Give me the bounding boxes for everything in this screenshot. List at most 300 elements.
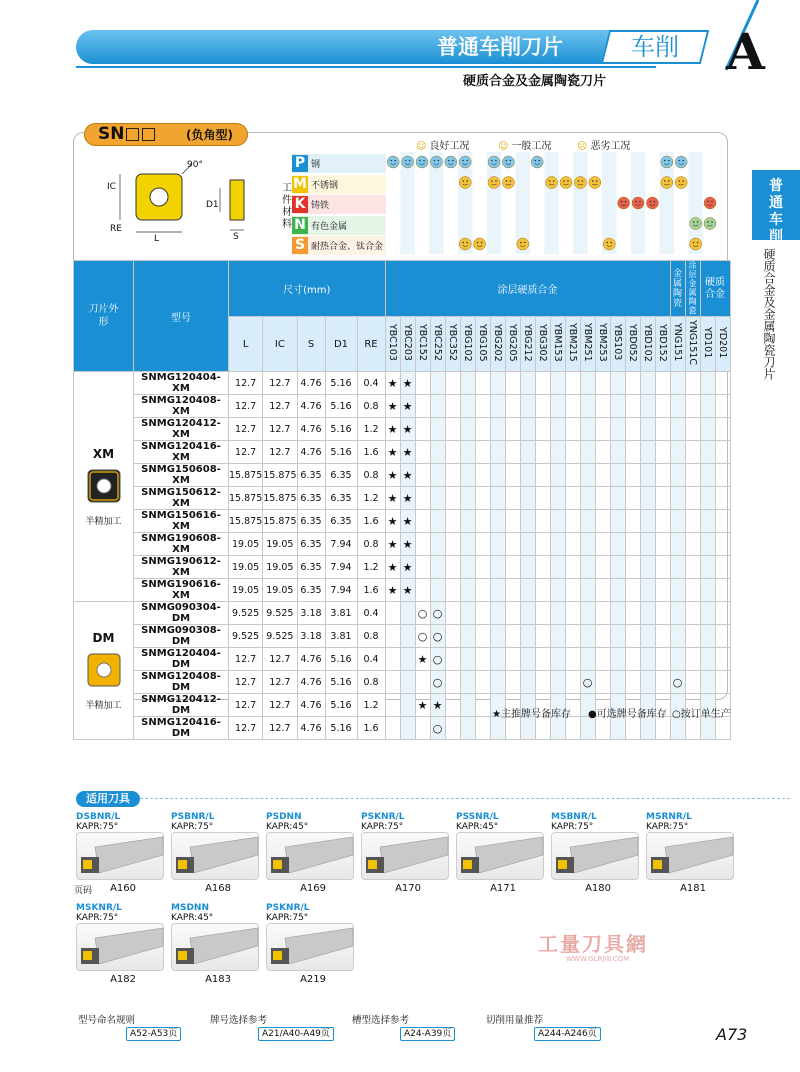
dim-cell-d1: 5.16 (325, 441, 357, 464)
tool-holder-icon (171, 923, 259, 971)
grade-cell (655, 556, 670, 579)
diagram-re: RE (110, 224, 122, 234)
grade-cell (460, 579, 475, 602)
tool-page[interactable]: A168 (205, 883, 231, 894)
grade-cell (415, 441, 430, 464)
grade-cell (640, 648, 655, 671)
tool-holder-icon (361, 832, 449, 880)
grade-cell (445, 579, 460, 602)
grade-cell (475, 395, 490, 418)
grade-cell: ★ (400, 441, 415, 464)
grade-cell: ★ (415, 694, 430, 717)
grade-header: YBC203 (400, 317, 415, 372)
grade-cell (475, 694, 490, 717)
grade-cell: ★ (400, 510, 415, 533)
tools-heading: 适用刀具 (76, 791, 140, 807)
ref-page-link[interactable]: A244-A246页 (534, 1027, 601, 1041)
grade-cell (445, 717, 460, 740)
grade-cell (610, 648, 625, 671)
header-coated: 涂层硬质合金 (385, 261, 670, 317)
grade-cell (655, 395, 670, 418)
page-title: 普通车削刀片 (437, 35, 563, 59)
tool-card[interactable] (266, 812, 354, 894)
insert-photo-icon (85, 651, 123, 689)
dim-cell-d1: 5.16 (325, 418, 357, 441)
tool-card[interactable] (266, 903, 354, 985)
grade-cell (490, 671, 505, 694)
ref-label: 牌号选择参考 (210, 1015, 268, 1026)
grade-cell (715, 556, 730, 579)
grade-cell: ○ (415, 602, 430, 625)
grade-cell: ★ (385, 464, 400, 487)
dim-cell-s: 4.76 (297, 372, 325, 395)
tool-code: DSBNR/L (76, 812, 121, 822)
table-row (74, 625, 731, 648)
grade-cell (625, 372, 640, 395)
grade-cell (565, 418, 580, 441)
grade-cell (505, 464, 520, 487)
tool-code: PSBNR/L (171, 812, 215, 822)
grade-cell (475, 372, 490, 395)
grade-cell (415, 556, 430, 579)
grade-cell (640, 510, 655, 533)
grade-cell (685, 625, 700, 648)
grade-cell (490, 579, 505, 602)
grade-cell (430, 533, 445, 556)
tool-page[interactable]: A219 (300, 974, 326, 985)
grade-table (73, 260, 731, 740)
grade-cell (685, 579, 700, 602)
tool-holder-icon (646, 832, 734, 880)
grade-cell: ★ (400, 372, 415, 395)
grade-header: YBC352 (445, 317, 460, 372)
grade-cell (685, 671, 700, 694)
grade-cell (580, 395, 595, 418)
grade-header: YBS103 (610, 317, 625, 372)
grade-cell (670, 556, 685, 579)
grade-cell (625, 671, 640, 694)
grade-cell (670, 418, 685, 441)
grade-cell (595, 533, 610, 556)
grade-cell (700, 464, 715, 487)
header-dims: 尺寸(mm) (229, 261, 386, 317)
grade-cell (445, 395, 460, 418)
dim-cell-re: 1.6 (357, 441, 385, 464)
dim-cell-ic: 9.525 (263, 625, 297, 648)
grade-header: YNG151C (685, 317, 700, 372)
material-name: 耐热合金、钛合金 (311, 242, 384, 252)
dim-cell-d1: 7.94 (325, 556, 357, 579)
grade-cell (385, 625, 400, 648)
grade-cell (460, 487, 475, 510)
ref-page-link[interactable]: A24-A39页 (400, 1027, 455, 1041)
grade-cell (580, 487, 595, 510)
tool-card[interactable] (551, 812, 639, 894)
tool-page[interactable]: A160 (110, 883, 136, 894)
grade-cell (550, 487, 565, 510)
dim-cell-d1: 6.35 (325, 487, 357, 510)
tool-page[interactable]: A170 (395, 883, 421, 894)
grade-cell (385, 717, 400, 740)
grade-cell (655, 487, 670, 510)
grade-cell (715, 579, 730, 602)
grade-cell (565, 441, 580, 464)
grade-cell (595, 395, 610, 418)
tool-kapr: KAPR:75° (361, 822, 404, 832)
grade-cell (520, 395, 535, 418)
grade-cell (400, 694, 415, 717)
grade-cell (625, 464, 640, 487)
grade-cell (580, 556, 595, 579)
dim-cell-s: 3.18 (297, 625, 325, 648)
dim-header-l: L (229, 317, 263, 372)
grade-cell (640, 418, 655, 441)
shape-cell (74, 372, 134, 602)
grade-cell (535, 464, 550, 487)
dim-cell-d1: 6.35 (325, 510, 357, 533)
grade-cell (580, 510, 595, 533)
model-cell: SNMG120404-XM (134, 372, 229, 395)
grade-cell (505, 418, 520, 441)
model-cell: SNMG190608-XM (134, 533, 229, 556)
grade-cell (535, 671, 550, 694)
grade-cell (580, 648, 595, 671)
grade-cell (610, 418, 625, 441)
grade-cell (700, 441, 715, 464)
grade-cell (535, 625, 550, 648)
grade-cell (715, 395, 730, 418)
grade-cell (655, 648, 670, 671)
tool-kapr: KAPR:75° (76, 913, 119, 923)
grade-cell (715, 372, 730, 395)
grade-cell (640, 602, 655, 625)
grade-cell (655, 602, 670, 625)
grade-cell: ○ (430, 671, 445, 694)
diagram-s: S (233, 232, 239, 242)
grade-cell (715, 671, 730, 694)
grade-cell (670, 648, 685, 671)
grade-cell (490, 602, 505, 625)
grade-cell (625, 579, 640, 602)
dim-cell-l: 15.875 (229, 487, 263, 510)
dim-cell-s: 6.35 (297, 533, 325, 556)
grade-cell (475, 625, 490, 648)
tool-holder-icon (551, 832, 639, 880)
grade-cell (445, 441, 460, 464)
bad-face-icon: ☹ (577, 141, 588, 152)
grade-cell: ★ (385, 510, 400, 533)
material-name: 不锈钢 (311, 180, 339, 191)
grade-cell (535, 372, 550, 395)
grade-header: YBC152 (415, 317, 430, 372)
grade-cell (550, 418, 565, 441)
grade-cell (565, 533, 580, 556)
dim-cell-l: 15.875 (229, 510, 263, 533)
grade-cell: ○ (430, 648, 445, 671)
grade-cell (670, 510, 685, 533)
grade-cell (415, 464, 430, 487)
grade-cell (670, 372, 685, 395)
grade-cell (595, 464, 610, 487)
grade-cell (685, 441, 700, 464)
model-cell: SNMG150608-XM (134, 464, 229, 487)
grade-cell (595, 487, 610, 510)
grade-cell: ○ (670, 671, 685, 694)
grade-cell (685, 510, 700, 533)
tool-page[interactable]: A182 (110, 974, 136, 985)
condition-icons (386, 152, 726, 254)
grade-cell (400, 625, 415, 648)
grade-cell (415, 395, 430, 418)
grade-cell (505, 602, 520, 625)
grade-cell (565, 395, 580, 418)
grade-cell (595, 625, 610, 648)
grade-cell (415, 510, 430, 533)
grade-cell (400, 671, 415, 694)
dim-header-d1: D1 (325, 317, 357, 372)
material-letter: K (292, 196, 308, 213)
dim-cell-d1: 7.94 (325, 533, 357, 556)
good-face-icon: ☺ (416, 141, 427, 152)
model-cell: SNMG150612-XM (134, 487, 229, 510)
grade-cell (655, 579, 670, 602)
grade-cell (505, 671, 520, 694)
grade-cell (670, 533, 685, 556)
grade-cell (550, 533, 565, 556)
grade-cell (460, 648, 475, 671)
table-row (74, 395, 731, 418)
grade-cell (415, 372, 430, 395)
dim-cell-s: 6.35 (297, 556, 325, 579)
diagram-angle: 90° (187, 160, 203, 170)
grade-cell (595, 418, 610, 441)
grade-cell (595, 372, 610, 395)
tool-page[interactable]: A169 (300, 883, 326, 894)
dim-cell-d1: 5.16 (325, 671, 357, 694)
grade-cell (565, 372, 580, 395)
dim-cell-ic: 15.875 (263, 464, 297, 487)
grade-cell: ★ (400, 579, 415, 602)
grade-cell (670, 464, 685, 487)
grade-cell (685, 395, 700, 418)
grade-cell (715, 487, 730, 510)
grade-cell (610, 510, 625, 533)
grade-cell (460, 671, 475, 694)
grade-cell (490, 510, 505, 533)
tool-card[interactable] (646, 812, 734, 894)
side-vertical-label: 硬质合金及金属陶瓷刀片 (762, 248, 776, 380)
table-row (74, 510, 731, 533)
grade-cell (565, 464, 580, 487)
grade-cell (610, 671, 625, 694)
tool-kapr: KAPR:75° (266, 913, 309, 923)
grade-cell (535, 648, 550, 671)
grade-cell: ★ (400, 487, 415, 510)
grade-cell (595, 579, 610, 602)
grade-cell (475, 671, 490, 694)
grade-cell: ○ (430, 602, 445, 625)
grade-cell (670, 625, 685, 648)
tool-page[interactable]: A183 (205, 974, 231, 985)
grade-cell (610, 372, 625, 395)
grade-cell (640, 533, 655, 556)
grade-cell (505, 556, 520, 579)
header-carbide: 硬质合金 (700, 261, 730, 317)
grade-cell (640, 579, 655, 602)
dim-cell-s: 4.76 (297, 671, 325, 694)
dim-cell-l: 19.05 (229, 556, 263, 579)
grade-cell (385, 671, 400, 694)
ref-page-link[interactable]: A52-A53页 (126, 1027, 181, 1041)
legend-bad: ☹ 恶劣工况 (577, 141, 631, 152)
dim-cell-ic: 12.7 (263, 372, 297, 395)
grade-cell (430, 418, 445, 441)
table-row (74, 372, 731, 395)
dim-cell-d1: 3.81 (325, 625, 357, 648)
dim-cell-re: 0.8 (357, 533, 385, 556)
dim-cell-s: 4.76 (297, 717, 325, 740)
dim-cell-ic: 12.7 (263, 694, 297, 717)
grade-cell (445, 694, 460, 717)
grade-cell (685, 533, 700, 556)
grade-header: YBM253 (595, 317, 610, 372)
dim-cell-ic: 15.875 (263, 487, 297, 510)
grade-cell (550, 671, 565, 694)
table-row (74, 671, 731, 694)
grade-cell (580, 418, 595, 441)
grade-cell (550, 579, 565, 602)
tool-holder-icon (76, 832, 164, 880)
dim-cell-l: 12.7 (229, 418, 263, 441)
grade-cell (445, 648, 460, 671)
tool-page[interactable]: A181 (680, 883, 706, 894)
grade-cell (715, 418, 730, 441)
grade-cell (490, 648, 505, 671)
model-cell: SNMG190612-XM (134, 556, 229, 579)
diagram-ic: IC (107, 182, 116, 192)
tool-card[interactable] (171, 812, 259, 894)
grade-cell: ★ (385, 556, 400, 579)
grade-cell (460, 625, 475, 648)
grade-cell (625, 510, 640, 533)
dim-cell-s: 4.76 (297, 418, 325, 441)
grade-cell (460, 418, 475, 441)
dim-cell-re: 1.6 (357, 579, 385, 602)
grade-cell (445, 487, 460, 510)
grade-cell (625, 441, 640, 464)
table-row (74, 441, 731, 464)
legend-normal: ☺ 一般工况 (498, 141, 552, 152)
grade-cell (430, 441, 445, 464)
dim-cell-s: 6.35 (297, 579, 325, 602)
ref-page-link[interactable]: A21/A40-A49页 (258, 1027, 334, 1041)
grade-cell (715, 625, 730, 648)
grade-cell: ★ (400, 418, 415, 441)
grade-cell (445, 464, 460, 487)
tool-holder-icon (171, 832, 259, 880)
grade-cell (700, 648, 715, 671)
dim-cell-s: 4.76 (297, 395, 325, 418)
grade-cell (535, 487, 550, 510)
grade-cell (520, 418, 535, 441)
grade-header: YBM251 (580, 317, 595, 372)
table-row (74, 602, 731, 625)
grade-cell (430, 372, 445, 395)
dim-cell-re: 0.8 (357, 464, 385, 487)
table-row (74, 648, 731, 671)
grade-cell (385, 694, 400, 717)
dim-cell-ic: 12.7 (263, 395, 297, 418)
grade-cell (700, 395, 715, 418)
grade-cell: ★ (385, 418, 400, 441)
grade-cell (625, 395, 640, 418)
grade-cell (490, 441, 505, 464)
header-underline (76, 66, 656, 68)
tool-card[interactable] (171, 903, 259, 985)
grade-cell: ★ (385, 487, 400, 510)
grade-cell (550, 510, 565, 533)
grade-cell (505, 625, 520, 648)
tool-page[interactable]: A180 (585, 883, 611, 894)
tool-page[interactable]: A171 (490, 883, 516, 894)
tool-card[interactable] (76, 812, 164, 894)
grade-cell (535, 556, 550, 579)
dim-cell-s: 4.76 (297, 441, 325, 464)
grade-cell (490, 395, 505, 418)
grade-cell (505, 441, 520, 464)
watermark: 工量刀具網 (538, 932, 648, 956)
grade-cell (640, 464, 655, 487)
grade-cell (715, 464, 730, 487)
material-letter: N (292, 217, 308, 234)
dim-cell-ic: 12.7 (263, 671, 297, 694)
grade-cell (460, 510, 475, 533)
dim-cell-d1: 7.94 (325, 579, 357, 602)
tool-card[interactable] (76, 903, 164, 985)
grade-cell (520, 487, 535, 510)
grade-cell (685, 602, 700, 625)
grade-cell (520, 625, 535, 648)
ref-label: 型号命名规则 (78, 1015, 136, 1026)
grade-cell (565, 510, 580, 533)
grade-cell (520, 464, 535, 487)
grade-cell (430, 487, 445, 510)
grade-cell (610, 395, 625, 418)
tool-holder-icon (76, 923, 164, 971)
grade-cell (520, 510, 535, 533)
dim-cell-re: 1.2 (357, 694, 385, 717)
dim-cell-l: 9.525 (229, 602, 263, 625)
grade-cell (640, 441, 655, 464)
header-cermet: 金属陶瓷 (670, 261, 685, 317)
grade-cell (445, 625, 460, 648)
grade-cell (550, 372, 565, 395)
tool-card[interactable] (456, 812, 544, 894)
tool-code: PSSNR/L (456, 812, 499, 822)
dim-cell-ic: 12.7 (263, 717, 297, 740)
grade-cell (430, 464, 445, 487)
model-cell: SNMG090308-DM (134, 625, 229, 648)
grade-header: YD101 (700, 317, 715, 372)
grade-cell (580, 579, 595, 602)
grade-cell (565, 671, 580, 694)
tool-code: PSKNR/L (361, 812, 405, 822)
grade-cell (520, 556, 535, 579)
dim-header-ic: IC (263, 317, 297, 372)
grade-cell: ★ (385, 533, 400, 556)
tool-card[interactable] (361, 812, 449, 894)
dim-cell-re: 1.2 (357, 556, 385, 579)
